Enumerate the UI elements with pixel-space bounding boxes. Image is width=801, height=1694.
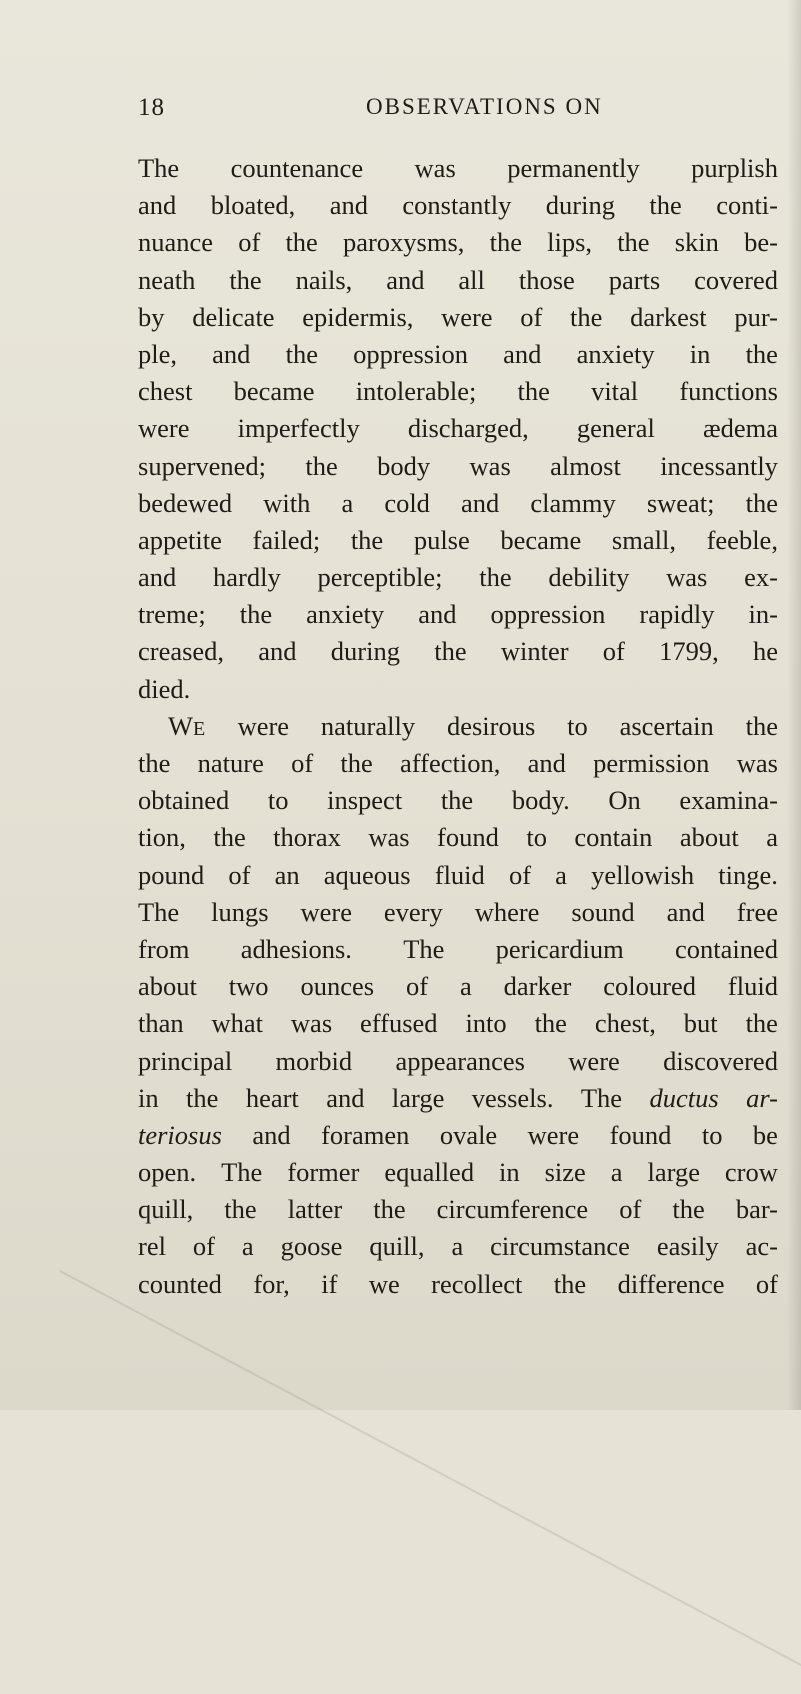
word: and [386, 264, 425, 295]
word: easily [656, 1231, 719, 1262]
word: in- [748, 599, 778, 630]
text-line [138, 671, 778, 708]
word: teriosus [138, 1119, 222, 1150]
word: oppression [490, 599, 606, 630]
text-line [138, 745, 778, 782]
word: lips, [547, 227, 593, 258]
word: to [567, 710, 588, 741]
word: The [221, 1157, 263, 1188]
word: a [459, 971, 472, 1002]
text-line [138, 1005, 778, 1042]
word: naturally [320, 710, 416, 741]
word: was [290, 1008, 333, 1039]
word: ductus [649, 1082, 719, 1113]
text-line [138, 633, 778, 670]
word: a [610, 1157, 623, 1188]
word: obtained [138, 785, 230, 816]
word: contained [674, 933, 778, 964]
word: darkest [630, 301, 707, 332]
word: of [228, 859, 251, 890]
word: in [689, 338, 711, 369]
word: rapidly [639, 599, 715, 630]
text-line [138, 1191, 778, 1228]
word: nuance [138, 227, 214, 258]
word: large [391, 1082, 445, 1113]
word: foramen [321, 1119, 410, 1150]
word: pound [138, 859, 205, 890]
word: with [263, 487, 311, 518]
word: delicate [192, 301, 275, 332]
word: former [287, 1157, 360, 1188]
word: free [736, 896, 778, 927]
word: heart [245, 1082, 299, 1113]
text-line [138, 150, 778, 187]
word: and [138, 190, 177, 221]
word: tion, [138, 822, 186, 853]
page-crease [60, 1270, 801, 1694]
word: and [326, 1082, 365, 1113]
word: ac- [745, 1231, 778, 1262]
word: we [368, 1268, 400, 1299]
word: were [568, 1045, 620, 1076]
word: found [609, 1119, 672, 1150]
word: ounces [300, 971, 375, 1002]
word: the [340, 748, 373, 778]
word: every [383, 896, 443, 927]
word: ovale [439, 1119, 498, 1150]
word: functions [679, 376, 778, 407]
word: cold [384, 487, 430, 518]
word: a [241, 1231, 254, 1262]
word: were [441, 301, 493, 332]
word: and [258, 636, 297, 667]
word: was [736, 748, 778, 778]
text-line [138, 559, 778, 596]
word: body. [511, 785, 570, 816]
word: the [479, 562, 512, 593]
line-text: died. [138, 673, 191, 704]
word: discovered [663, 1045, 778, 1076]
word: quill, [369, 1231, 425, 1262]
word: found [437, 822, 499, 853]
word: anxiety [306, 599, 385, 630]
text-line [138, 485, 778, 522]
word: difference [617, 1268, 725, 1299]
word: the [553, 1268, 587, 1299]
word: circumstance [490, 1231, 630, 1262]
text-line [138, 262, 778, 299]
word: the [213, 822, 246, 853]
text-line-with-italic [138, 1117, 778, 1154]
word: feeble, [706, 524, 778, 555]
word: in [138, 1082, 159, 1113]
word: the [517, 376, 550, 407]
word: conti- [716, 190, 778, 221]
word: the [224, 1194, 257, 1225]
word: skin [674, 227, 719, 258]
word: of [619, 1194, 642, 1225]
word: anxiety [576, 338, 655, 369]
page-edge-shadow [787, 0, 801, 1410]
word: almost [550, 450, 621, 481]
word: and [138, 562, 177, 593]
word: and [418, 599, 457, 630]
word: body [377, 450, 431, 481]
text-line [138, 410, 778, 447]
word: nails, [295, 264, 353, 295]
word: small, [611, 524, 676, 555]
word: the [534, 1008, 567, 1039]
word: constantly [402, 190, 512, 221]
text-line [138, 931, 778, 968]
word: to [267, 785, 289, 816]
word: and [503, 338, 542, 369]
text-line [138, 857, 778, 894]
word: ascertain [619, 710, 714, 741]
word: all [458, 264, 485, 295]
word: darker [503, 971, 572, 1002]
text-line [138, 968, 778, 1005]
word: were [527, 1119, 580, 1150]
word: by [138, 301, 165, 332]
word: thorax [273, 822, 341, 853]
word: purplish [691, 153, 778, 183]
word: bar- [735, 1194, 778, 1225]
word: the [570, 301, 603, 332]
word: during [330, 636, 400, 667]
word: lungs [211, 896, 269, 927]
word: neath [138, 264, 196, 295]
word: to [701, 1119, 723, 1150]
word: examina- [679, 785, 778, 816]
word: winter [500, 636, 569, 667]
word: ar- [746, 1082, 778, 1113]
text-line [138, 299, 778, 336]
word: covered [694, 264, 778, 295]
word: The [403, 933, 445, 964]
word: if [321, 1268, 338, 1299]
word: and [252, 1119, 291, 1150]
word: the [745, 338, 778, 369]
word: and [212, 338, 251, 369]
word: was [469, 450, 511, 481]
text-line [138, 448, 778, 485]
word: affection, [400, 748, 501, 778]
text-line-with-italic [138, 1080, 778, 1117]
word: contain [574, 822, 653, 853]
word: where [474, 896, 540, 927]
word: appetite [138, 524, 222, 555]
text-line [138, 1154, 778, 1191]
word: of [405, 971, 429, 1002]
word: epidermis, [302, 301, 414, 332]
word: than [138, 1008, 184, 1039]
word: adhesions. [240, 933, 352, 964]
word: The [138, 896, 180, 927]
word: appearances [395, 1045, 525, 1076]
word: in [499, 1157, 520, 1188]
page-number: 18 [138, 94, 165, 121]
word: 1799, [659, 636, 719, 667]
word: into [465, 1008, 507, 1039]
word: an [274, 859, 300, 890]
word: a [555, 859, 567, 890]
word: the [305, 450, 338, 481]
word: equalled [384, 1157, 475, 1188]
word: yellowish [591, 859, 695, 890]
word: permission [593, 748, 710, 778]
word: were [237, 710, 290, 741]
word: of [192, 1231, 215, 1262]
word: the [649, 190, 682, 221]
text-line [138, 1266, 778, 1303]
word: bedewed [138, 487, 233, 518]
word: counted [138, 1268, 222, 1299]
word: size [544, 1157, 586, 1188]
word: and [527, 748, 566, 778]
paragraph-opening-line [138, 708, 778, 745]
word: the [229, 264, 262, 295]
word: were [300, 896, 352, 927]
word: The [580, 1082, 623, 1113]
word: ædema [702, 413, 778, 444]
word: the [285, 338, 318, 369]
word: the [745, 487, 778, 518]
word: tinge. [718, 859, 778, 890]
word: became [233, 376, 315, 407]
word: the [373, 1194, 406, 1225]
word: paroxysms, [342, 227, 465, 258]
word: sweat; [646, 487, 715, 518]
word: but [683, 1008, 718, 1039]
word: hardly [213, 562, 281, 593]
word: sound [571, 896, 635, 927]
text-line [138, 894, 778, 931]
word: the [672, 1194, 705, 1225]
word: the [440, 785, 474, 816]
word: imperfectly [237, 413, 360, 444]
page-header [0, 94, 801, 134]
word: pulse [413, 524, 470, 555]
word: chest, [594, 1008, 656, 1039]
word: a [341, 487, 354, 518]
word: failed; [252, 524, 321, 555]
word: the [434, 636, 467, 667]
word: vital [591, 376, 639, 407]
word: pericardium [495, 933, 624, 964]
word: of [238, 227, 261, 258]
word: perceptible; [317, 562, 443, 593]
word: oppression [353, 338, 468, 369]
word: permanently [507, 153, 640, 183]
word: pur- [734, 301, 778, 332]
word: vessels. [471, 1082, 554, 1113]
word: circumference [436, 1194, 589, 1225]
word: principal [138, 1045, 233, 1076]
word: nature [197, 748, 264, 778]
word: the [285, 227, 318, 258]
small-caps-opening: WE [168, 710, 206, 741]
word: large [647, 1157, 700, 1188]
word: coloured [603, 971, 696, 1002]
word: what [211, 1008, 264, 1039]
text-line [138, 336, 778, 373]
word: and [666, 896, 705, 927]
word: the [186, 1082, 219, 1113]
word: of [602, 636, 625, 667]
word: crow [724, 1157, 778, 1188]
word: rel [138, 1231, 166, 1262]
text-line [138, 187, 778, 224]
word: debility [548, 562, 630, 593]
word: the [489, 227, 522, 258]
word: to [526, 822, 547, 853]
word: were [138, 413, 190, 444]
word: goose [280, 1231, 343, 1262]
word: On [608, 785, 641, 816]
word: was [666, 562, 708, 593]
word: fluid [434, 859, 485, 890]
word: he [752, 636, 778, 667]
word: desirous [446, 710, 536, 741]
word: of [520, 301, 543, 332]
word: parts [608, 264, 661, 295]
word: from [138, 933, 190, 964]
text-line [138, 1228, 778, 1265]
word: and [461, 487, 500, 518]
text-line [138, 819, 778, 856]
word: for, [253, 1268, 290, 1299]
word: bloated, [210, 190, 296, 221]
text-line [138, 1043, 778, 1080]
word: about [138, 971, 197, 1002]
text-line [138, 522, 778, 559]
word: countenance [230, 153, 364, 183]
word: and [329, 190, 368, 221]
word: be- [744, 227, 778, 258]
word: the [350, 524, 384, 555]
word: incessantly [660, 450, 778, 481]
body-text [138, 150, 778, 1303]
text-line [138, 782, 778, 819]
word: discharged, [407, 413, 529, 444]
word: latter [287, 1194, 343, 1225]
word: intolerable; [355, 376, 477, 407]
word: during [545, 190, 615, 221]
word: recollect [431, 1268, 523, 1299]
word: morbid [275, 1045, 353, 1076]
word: be [752, 1119, 778, 1150]
word: the [617, 227, 650, 258]
word: a [451, 1231, 464, 1262]
word: the [745, 1008, 778, 1039]
word: a [766, 822, 778, 853]
word: fluid [727, 971, 778, 1002]
word: was [368, 822, 410, 853]
text-line [138, 224, 778, 261]
word: two [228, 971, 269, 1002]
word: treme; [138, 599, 206, 630]
word: the [745, 710, 778, 741]
word: effused [360, 1008, 438, 1039]
word: clammy [530, 487, 616, 518]
word: ple, [138, 338, 177, 369]
word: those [518, 264, 575, 295]
word: ex- [744, 562, 778, 593]
word: was [414, 153, 456, 183]
word: chest [138, 376, 193, 407]
word: supervened; [138, 450, 267, 481]
word: became [500, 524, 582, 555]
text-line [138, 373, 778, 410]
word: creased, [138, 636, 225, 667]
word: of [755, 1268, 778, 1299]
word: of [291, 748, 314, 778]
word: general [576, 413, 655, 444]
running-head: OBSERVATIONS ON [366, 94, 603, 119]
word: The [138, 153, 180, 183]
word: quill, [138, 1194, 194, 1225]
text-line [138, 596, 778, 633]
word: about [679, 822, 739, 853]
word: of [508, 859, 532, 890]
word: the [239, 599, 273, 630]
word: inspect [327, 785, 403, 816]
word: open. [138, 1157, 197, 1188]
word: aqueous [323, 859, 411, 890]
word: the [138, 748, 171, 778]
